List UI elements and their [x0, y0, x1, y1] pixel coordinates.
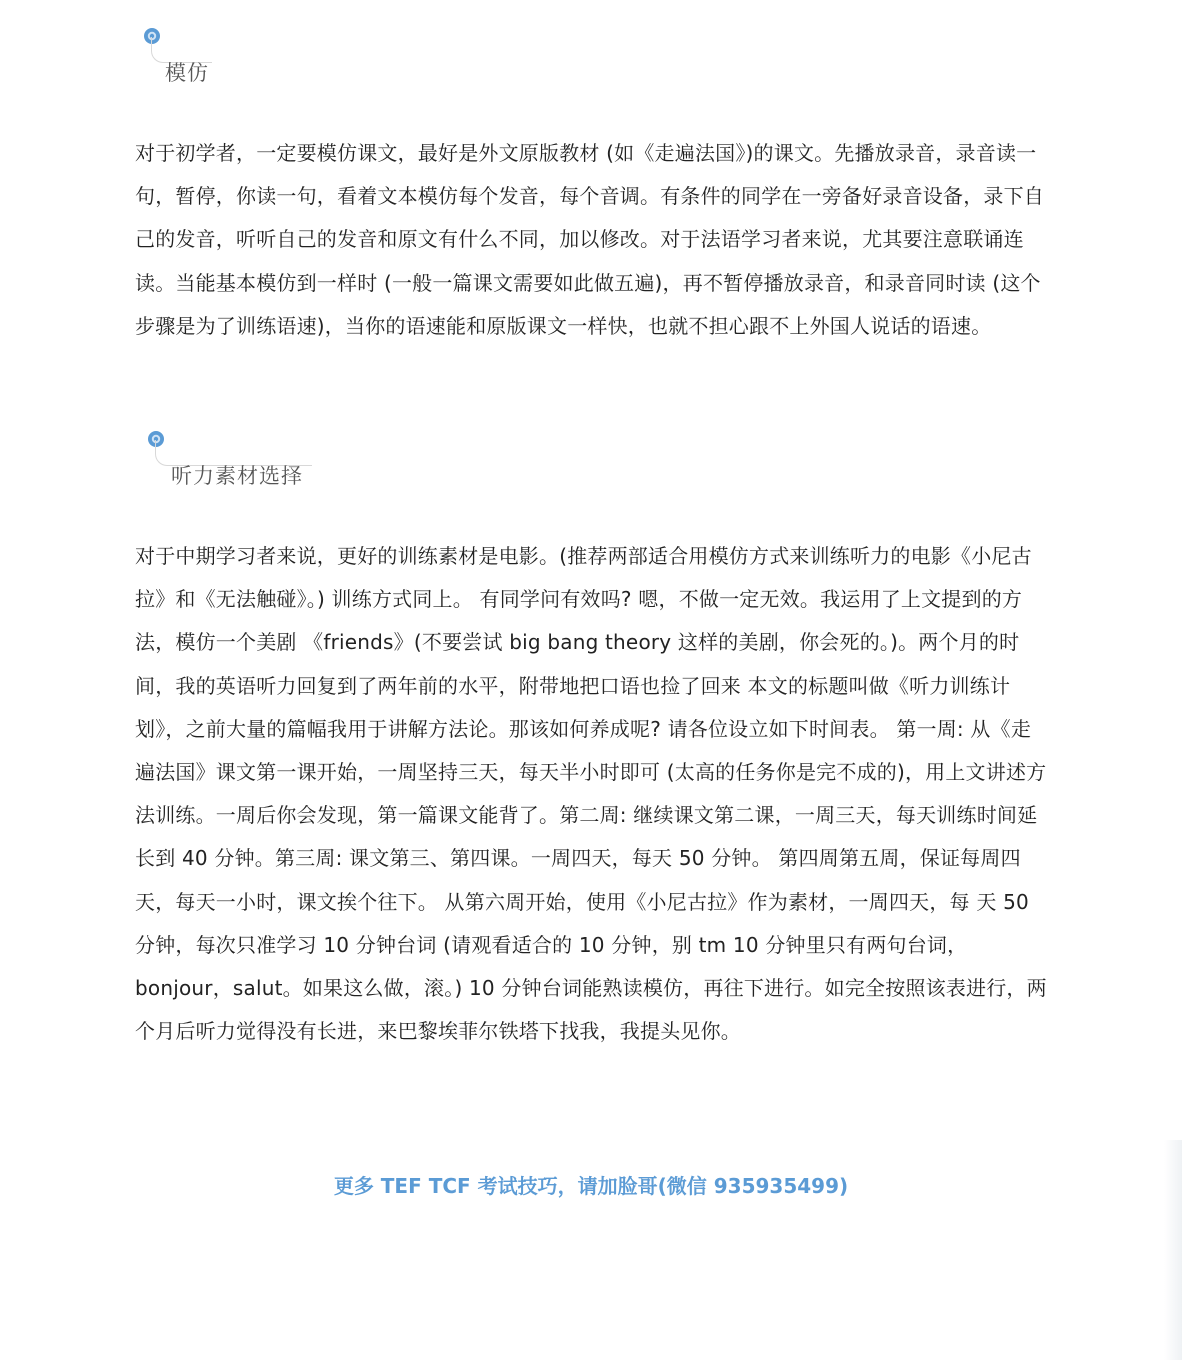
section-paragraph-listening-material: 对于中期学习者来说，更好的训练素材是电影。(推荐两部适合用模仿方式来训练听力的电影《小尼古拉》和《无法触碰》。) 训练方式同上。 有同学问有效吗? 嗯，不做一定无效。我运用了上文提到的方法，模仿一个美剧 《friends》(不要尝试 big bang theory 这样的美剧，你会死的。)。两个月的时间，我的英语听力回复到了两年前的水平，附带地把口语也捡了回来 本文的标题叫做《听力训练计划》，之前大量的篇幅我用于讲解方法论。那该如何养成呢? 请各位设立如下时间表。 第一周: 从《走遍法国》课文第一课开始，一周坚持三天，每天半小时即可 (太高的任务你是完不成的)，用上文讲述方法训练。一周后你会发现，第一篇课文能背了。第二周: 继续课文第二课，一周三天，每天训练时间延长到 40 分钟。第三周: 课文第三、第四课。一周四天，每天 50 分钟。 第四周第五周，保证每周四天，每天一小时，课文挨个往下。 从第六周开始，使用《小尼古拉》作为素材，一周四天，每 天 50 分钟，每次只准学习 10 分钟台词 (请观看适合的 10 分钟，别 tm 10 分钟里只有两句台词，bonjour，salut。如果这么做，滚。) 10 分钟台词能熟读模仿，再往下进行。如完全按照该表进行，两个月后听力觉得没有长进，来巴黎埃菲尔铁塔下找我，我提头见你。 — [135, 544, 1047, 1044]
section-paragraph-imitation: 对于初学者，一定要模仿课文，最好是外文原版教材 (如《走遍法国》)的课文。先播放录音，录音读一句，暂停，你读一句，看着文本模仿每个发音，每个音调。有条件的同学在一旁备好录音设备，录下自己的发音，听听自己的发音和原文有什么不同，加以修改。对于法语学习者来说，尤其要注意联诵连读。当能基本模仿到一样时 (一般一篇课文需要如此做五遍)，再不暂停播放录音，和录音同时读 (这个步骤是为了训练语速)，当你的语速能和原版课文一样快，也就不担心跟不上外国人说话的语速。 — [135, 141, 1044, 338]
section-heading-imitation — [135, 27, 335, 97]
section-heading-listening-material — [139, 430, 379, 500]
edge-shadow — [1164, 1140, 1182, 1360]
section-title: 模仿 — [165, 61, 209, 85]
contact-promo: 更多 TEF TCF 考试技巧，请加脸哥(微信 935935499) — [333, 1174, 849, 1198]
section-title: 听力素材选择 — [171, 464, 303, 488]
